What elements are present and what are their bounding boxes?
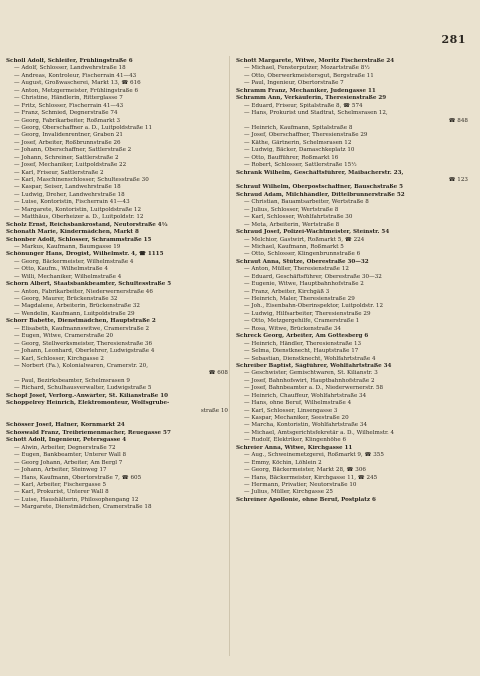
left-entry: — Luise, Kontoristin, Fischerrain 41—43: [14, 199, 130, 206]
left-entry: Schoppelrey Heinrich, Elektromonteur, Wolfsgrube-: [6, 400, 170, 407]
right-entry: — Rudolf, Elektriker, Klingenhöhe 6: [244, 437, 347, 444]
right-entry: Schreier Anna, Witwe, Kirchgasse 11: [236, 444, 353, 451]
left-entry: — Johann, Schreiner, Sattlerstraße 2: [14, 154, 119, 161]
left-entry: — Georg, Invalidenrentner, Graben 21: [14, 132, 123, 139]
left-entry: — Otto, Kaufm., Wilhelmstraße 4: [14, 266, 108, 273]
left-entry: — Josef, Arbeiter, Roßbrunnstraße 26: [14, 139, 121, 146]
left-entry: — Josef, Mechaniker, Luitpoldstraße 22: [14, 162, 127, 169]
left-entry: — Richard, Schulhausverwalter, Ludwigstraße 5: [14, 385, 152, 392]
left-entry: — Karl, Prokurist, Unterer Wall 8: [14, 489, 109, 496]
left-entry: — Markus, Kaufmann, Baumgasse 19: [14, 243, 121, 250]
right-entry: — Heinrich, Chauffeur, Wohlfahrtstraße 34: [244, 392, 367, 399]
right-entry: Schramm Ann, Verkäuferin, Theresienstraße 29: [236, 95, 387, 102]
left-entry: — Karl, Schlosser, Kirchgasse 2: [14, 355, 104, 362]
left-entry: — Karl, Maschinenschlosser, Schultesstraße 30: [14, 177, 149, 183]
left-entry: — Johann, Leonhard, Oberlehrer, Ludwigstraße 4: [14, 348, 155, 355]
right-entry: — Joh., Eisenbahn-Oberinspektor, Luitpoldstr. 12: [244, 303, 384, 310]
right-entry: — Emmy, Köchin, Löhlein 2: [244, 459, 322, 466]
right-entry: — Otto, Baufführer, Roßmarkt 16: [244, 154, 339, 161]
right-column: [236, 58, 468, 504]
left-entry: Scholz Ernst, Reichsbankrostand, Neutorstraße 4½: [6, 221, 168, 228]
left-entry: Schönunger Hans, Drogist, Wilhelmstr. 4, ☎ 1115: [6, 251, 164, 258]
left-entry: — Margarete, Dienstmädchen, Cramerstraße 18: [14, 504, 152, 511]
right-entry: — Robert, Schlosser, Sattlerstraße 15½: [244, 162, 357, 169]
left-entry: — Adolf, Schlosser, Landwehrstraße 18: [14, 65, 126, 72]
right-entry: — Franz, Arbeiter, Kirchgäß 3: [244, 288, 330, 295]
left-entry: — Eugen, Witwe, Cramerstraße 20: [14, 333, 114, 340]
page-number: 281: [441, 33, 466, 46]
left-entry: — Georg, Stellwerksmeister, Theresienstraße 36: [14, 340, 153, 347]
right-entry: Schreiber Baptist, Sägführer, Wohlfahrtstraße 34: [236, 362, 392, 369]
left-column: [6, 58, 228, 512]
left-entry: Scholl Adolf, Schleifer, Frühlingstraße 6: [6, 58, 133, 64]
left-entry: Schonath Marie, Kindermädchen, Markt 8: [6, 229, 139, 236]
right-entry: — Josef, Bahnhofswirt, Hauptbahnhofstraße 2: [244, 377, 375, 384]
right-entry: Schraud Josef, Polizei-Wachtmeister, Steinstr. 54: [236, 229, 390, 236]
right-entry: — Heinrich, Kaufmann, Spitalstraße 8: [244, 124, 353, 131]
left-entry: — Wendelin, Kaufmann, Luitpoldstraße 29: [14, 310, 135, 317]
right-entry: — Hans, ohne Beruf, Wilhelmstraße 4: [244, 400, 352, 407]
right-entry: — Julius, Schlosser, Wertstraße 8: [244, 206, 339, 213]
right-entry: — Eugenie, Witwe, Hauptbahnhofstraße 2: [244, 281, 364, 288]
left-entry: ☎ 608: [208, 370, 228, 377]
left-entry: — August, Großwascherei, Markt 13, ☎ 616: [14, 80, 141, 87]
left-entry: — Anton, Metzgermeister, Frühlingstraße 6: [14, 87, 139, 94]
right-entry: — Hermann, Privatier, Neutorstraße 10: [244, 481, 357, 488]
right-entry: Schrauf Wilhelm, Oberpostschaffner, Bauschstraße 5: [236, 184, 404, 191]
right-entry: Schreck Georg, Arbeiter, Am Gottesberg 6: [236, 333, 369, 340]
left-entry: — Willi, Mechaniker, Wilhelmstraße 4: [14, 273, 122, 280]
right-entry: Schrank Wilhelm, Geschäftsführer, Maibacherstr. 23,: [236, 169, 404, 176]
left-entry: Schott Adolf, Ingenieur, Petersgasse 4: [6, 437, 127, 444]
right-entry: — Aug., Schweinemetzgerei, Roßmarkt 9, ☎ 355: [244, 452, 384, 459]
left-entry: Schösser Josef, Hafner, Kornmarkt 24: [6, 422, 125, 429]
left-entry: — Franz, Schmied, Degnerstraße 74: [14, 110, 118, 117]
left-entry: — Eugen, Bankbeamter, Unterer Wall 8: [14, 452, 127, 459]
right-entry: — Josef, Oberschaffner, Theresienstraße 29: [244, 132, 368, 139]
left-entry: — Anton, Fabrikarbeiter, Niederwernerstraße 46: [14, 288, 153, 295]
right-entry: — Marcha, Kontoristin, Wohlfahrtstraße 34: [244, 422, 368, 429]
left-entry: — Johann, Arbeiter, Steinweg 17: [14, 467, 107, 474]
left-entry: — Ludwig, Dreher, Landwehrstraße 18: [14, 191, 125, 198]
left-entry: Schorr Babette, Dienstmädchen, Hauptstraße 2: [6, 318, 156, 325]
right-entry: Schraut Anna, Stütze, Oberestraße 30—32: [236, 258, 369, 265]
left-entry: — Matthäus, Oberheizer a. D., Luitpoldstr. 12: [14, 214, 144, 221]
right-entry: Schreiner Apollonie, ohne Beruf, Postplatz 6: [236, 496, 376, 503]
right-entry: — Karl, Schlosser, Linsengasse 3: [244, 407, 338, 414]
right-entry: — Eduard, Geschäftsführer, Oberestraße 30—32: [244, 273, 382, 280]
right-entry: — Geschwister, Gemischtwaren, St. Kilianstr. 3: [244, 370, 378, 377]
right-entry: — Paul, Ingenieur, Obertorstraße 7: [244, 80, 344, 87]
column-divider: [229, 56, 230, 656]
right-entry: — Otto, Metzgergehilfe, Cramerstraße 1: [244, 318, 360, 325]
left-entry: — Magdalene, Arbeiterin, Brückenstraße 32: [14, 303, 140, 310]
right-entry: — Ludwig, Hilfsarbeiter, Theresienstraße 29: [244, 310, 371, 317]
left-entry: — Georg, Oberschaffner a. D., Luitpoldstraße 11: [14, 124, 153, 131]
right-entry: — Karl, Schlosser, Wohlfahrtstraße 30: [244, 214, 353, 221]
left-entry: — Margarete, Kontoristin, Luitpoldstraße 12: [14, 206, 142, 213]
left-entry: — Andreas, Kontroleur, Fischerrain 41—43: [14, 72, 137, 79]
left-entry: — Georg, Bäckermeister, Wilhelmstraße 4: [14, 258, 134, 265]
left-entry: — Norbert (Fa.), Kolonialwaren, Cramerstr. 20,: [14, 362, 148, 369]
right-entry: — Meta, Arbeiterin, Wertstraße 8: [244, 221, 340, 228]
left-entry: — Karl, Arbeiter, Fischergasse 5: [14, 481, 107, 488]
left-entry: [6, 415, 228, 422]
right-entry: — Georg, Bäckermeister, Markt 28, ☎ 306: [244, 467, 366, 474]
left-entry: — Alwin, Arbeiter, Degnerstraße 72: [14, 444, 116, 451]
left-entry: — Georg, Maurer, Brückenstraße 32: [14, 296, 118, 302]
left-entry: — Karl, Friseur, Sattlerstraße 2: [14, 169, 104, 176]
right-entry: — Josef, Bahnbeamter a. D., Niederwernerstr. 58: [244, 385, 384, 392]
right-entry: Schramm Franz, Mechaniker, Judengasse 11: [236, 87, 376, 94]
left-entry: — Kaspar, Seiser, Landwehrstraße 18: [14, 184, 121, 191]
left-entry: Schoswald Franz, Treibriemenmacher, Reuegasse 57: [6, 429, 171, 436]
left-entry: — Johann, Oberschaffner, Sattlerstraße 2: [14, 147, 132, 154]
right-entry: — Ludwig, Bäcker, Damaschkeplatz 10: [244, 147, 355, 154]
right-entry: — Otto, Oberwerkmeistersgut, Bergstraße 11: [244, 72, 374, 79]
right-entry: — Michael, Fensterputzer, Mozartstraße 8½: [244, 65, 370, 72]
left-entry: Schonber Adolf, Schlosser, Schrammstraße 15: [6, 236, 152, 243]
left-entry: — Hans, Kaufmann, Obertorstraße 7, ☎ 605: [14, 474, 142, 481]
left-entry: — Georg Johann, Arbeiter, Am Bergl 7: [14, 459, 123, 466]
left-entry: — Georg, Fabrikarbeiter, Roßmarkt 3: [14, 117, 121, 124]
left-entry: — Paul, Bezirksbeamter, Schelmsrasen 9: [14, 377, 130, 384]
left-entry: straße 10: [200, 407, 228, 414]
left-entry: Schorn Albert, Staatsbankbeamter, Schultesstraße 5: [6, 281, 172, 288]
right-entry: Schott Margarete, Witwe, Moritz Fischerstraße 24: [236, 58, 395, 64]
right-entry: — Eduard, Friseur, Spitalstraße 8, ☎ 574: [244, 102, 363, 109]
right-entry: — Sebastian, Dienstknecht, Wohlfahrtstraße 4: [244, 355, 376, 362]
right-entry: — Rosa, Witwe, Brückenstraße 34: [244, 325, 341, 332]
right-entry: ☎ 123: [448, 177, 468, 183]
right-entry: — Melchior, Gastwirt, Roßmarkt 5, ☎ 224: [244, 236, 365, 243]
right-entry: — Christian, Bauamtsarbeiter, Wertstraße 8: [244, 199, 369, 206]
right-entry: — Julius, Müller, Kirchgasse 25: [244, 489, 333, 496]
right-entry: Schraud Adam, Milchhändler, Dittelbrunnerstraße 52: [236, 191, 405, 198]
right-entry: — Anton, Müller, Theresienstraße 12: [244, 266, 349, 273]
right-entry: — Heinrich, Händler, Theresienstraße 13: [244, 340, 362, 347]
left-entry: — Luise, Haushälterin, Philosophengang 12: [14, 496, 139, 503]
right-entry: — Hans, Bäckermeister, Kirchgasse 11, ☎ 245: [244, 474, 378, 481]
left-entry: — Christine, Händlerin, Ritterglasse 7: [14, 95, 123, 102]
left-entry: — Fritz, Schlosser, Fischerrain 41—43: [14, 102, 124, 109]
right-entry: — Heinrich, Maler, Theresienstraße 29: [244, 296, 355, 302]
right-entry: — Kaspar, Mechaniker, Seestraße 20: [244, 415, 349, 421]
left-entry: — Elisabeth, Kaufmannswitwe, Cramerstraße 2: [14, 325, 150, 332]
right-entry: — Selma, Dienstknecht, Hauptstraße 17: [244, 348, 359, 355]
right-entry: — Michael, Kaufmann, Roßmarkt 5: [244, 243, 344, 250]
right-entry: — Otto, Schlosser, Klingenbrunnstraße 6: [244, 251, 361, 258]
right-entry: — Hans, Prokurist und Stadtrat, Schelmsrasen 12,: [244, 110, 388, 117]
right-entry: — Käthe, Gärtnerin, Schelmsrasen 12: [244, 139, 352, 146]
right-entry: ☎ 848: [448, 117, 468, 124]
left-entry: Schopf Josef, Verforg.-Anwärter, St. Kilianstraße 10: [6, 392, 169, 399]
right-entry: — Michael, Amtsgerichtsfekretär a. D., Wilhelmstr. 4: [244, 429, 395, 436]
